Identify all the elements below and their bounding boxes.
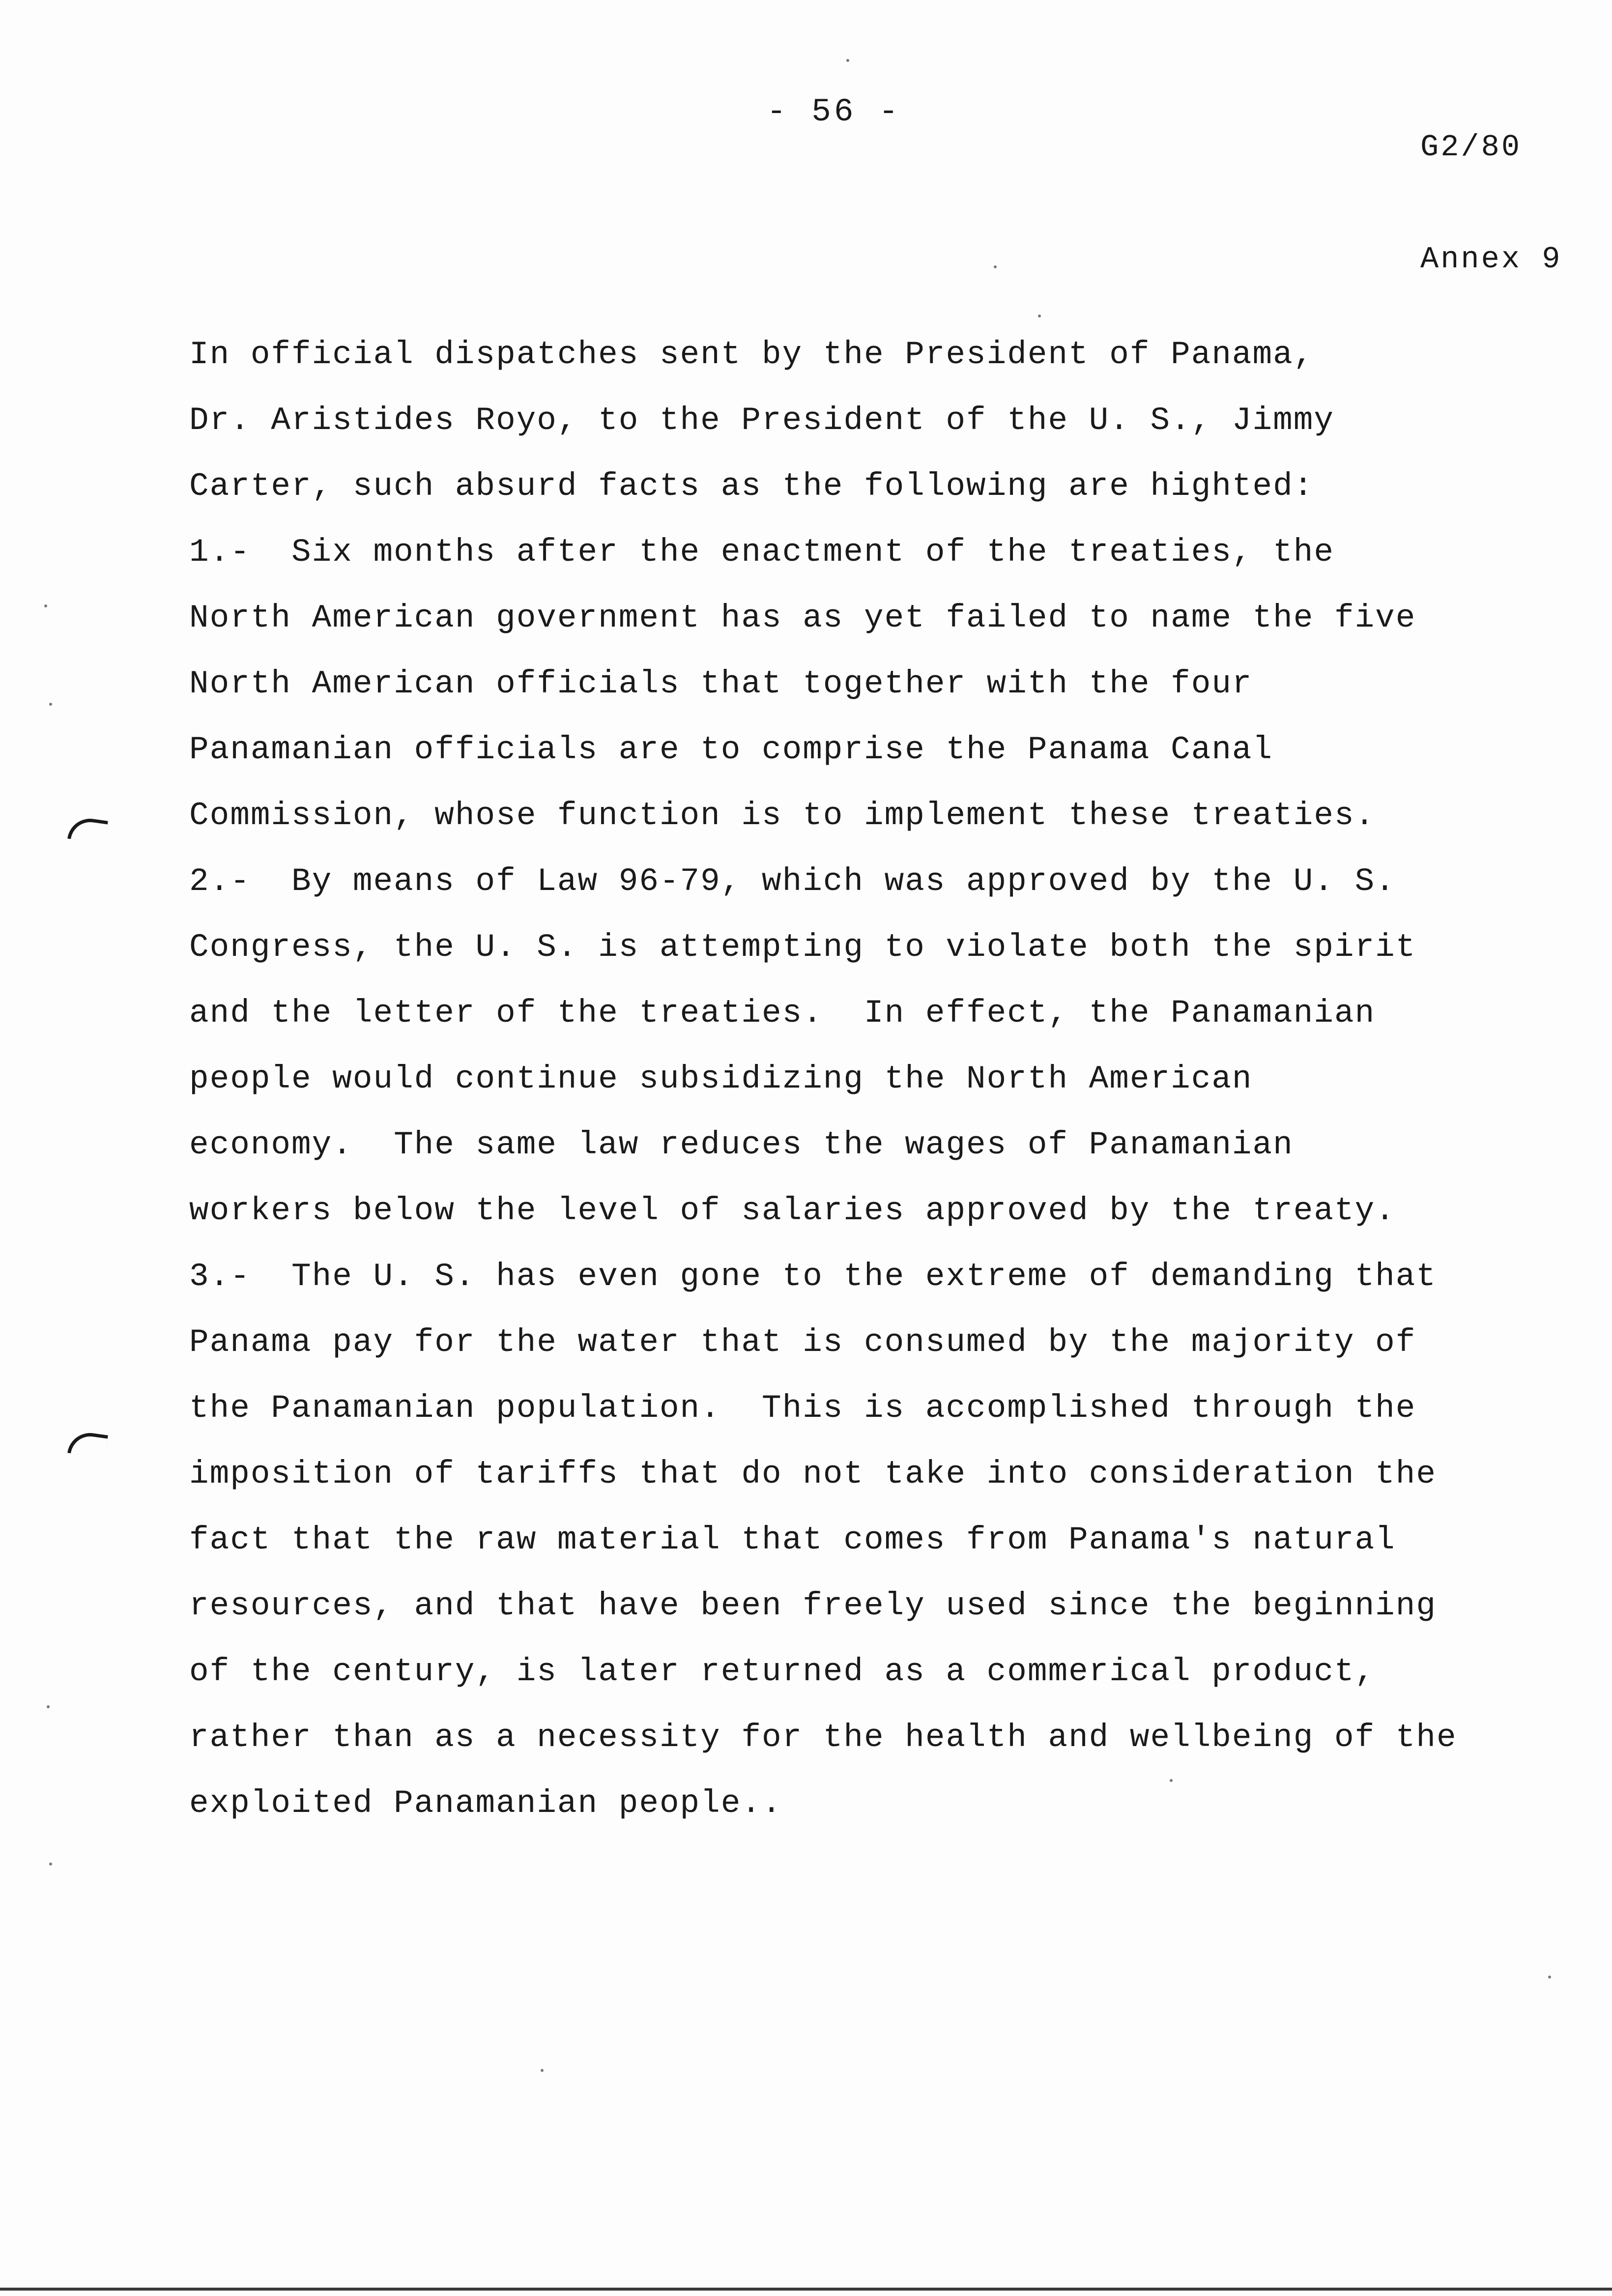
page-bottom-edge — [0, 2288, 1612, 2291]
document-code: G2/80 — [1420, 130, 1522, 165]
scan-speck — [994, 265, 997, 268]
annex-label: Annex 9 — [1420, 242, 1562, 277]
binder-hole-mark — [67, 1430, 108, 1458]
text-line: fact that the raw material that comes from Panama's natural — [189, 1521, 1396, 1558]
text-line: economy. The same law reduces the wages of Panamanian — [189, 1126, 1294, 1163]
scan-speck — [49, 1863, 52, 1866]
text-line: of the century, is later returned as a commerical product, — [189, 1653, 1376, 1690]
text-line: 3.- The U. S. has even gone to the extreme of demanding that — [189, 1258, 1437, 1295]
text-line: Panama pay for the water that is consumed by the majority of — [189, 1324, 1416, 1361]
text-line: North American government has as yet failed to name the five — [189, 600, 1416, 636]
page-number: - 56 - — [767, 93, 901, 130]
text-line: Congress, the U. S. is attempting to violate both the spirit — [189, 929, 1416, 966]
text-line: Dr. Aristides Royo, to the President of the U. S., Jimmy — [189, 402, 1334, 439]
text-line: the Panamanian population. This is accomplished through the — [189, 1390, 1416, 1427]
text-line: people would continue subsidizing the North American — [189, 1061, 1253, 1097]
text-line: In official dispatches sent by the President of Panama, — [189, 336, 1314, 373]
text-line: rather than as a necessity for the health and wellbeing of the — [189, 1719, 1457, 1756]
scan-speck — [47, 1705, 50, 1708]
scan-speck — [1038, 315, 1041, 317]
scan-speck — [1548, 1976, 1551, 1979]
text-line: and the letter of the treaties. In effect, the Panamanian — [189, 995, 1376, 1032]
scan-speck — [1170, 1779, 1173, 1782]
text-line: Carter, such absurd facts as the following are highted: — [189, 468, 1314, 505]
text-line: 2.- By means of Law 96-79, which was approved by the U. S. — [189, 863, 1396, 900]
binder-hole-mark — [67, 816, 108, 844]
scan-speck — [846, 59, 849, 62]
text-line: imposition of tariffs that do not take into consideration the — [189, 1456, 1437, 1492]
text-line: resources, and that have been freely used since the beginning — [189, 1587, 1437, 1624]
text-line: Commission, whose function is to implement these treaties. — [189, 797, 1376, 834]
scan-speck — [44, 604, 47, 607]
scan-speck — [49, 703, 52, 706]
text-line: workers below the level of salaries approved by the treaty. — [189, 1192, 1396, 1229]
scan-speck — [541, 2069, 544, 2072]
text-line: exploited Panamanian people.. — [189, 1785, 782, 1822]
text-line: Panamanian officials are to comprise the Panama Canal — [189, 731, 1273, 768]
text-line: North American officials that together with the four — [189, 665, 1253, 702]
text-line: 1.- Six months after the enactment of the treaties, the — [189, 534, 1334, 571]
body-text — [189, 322, 1457, 1837]
document-reference — [1420, 54, 1562, 353]
